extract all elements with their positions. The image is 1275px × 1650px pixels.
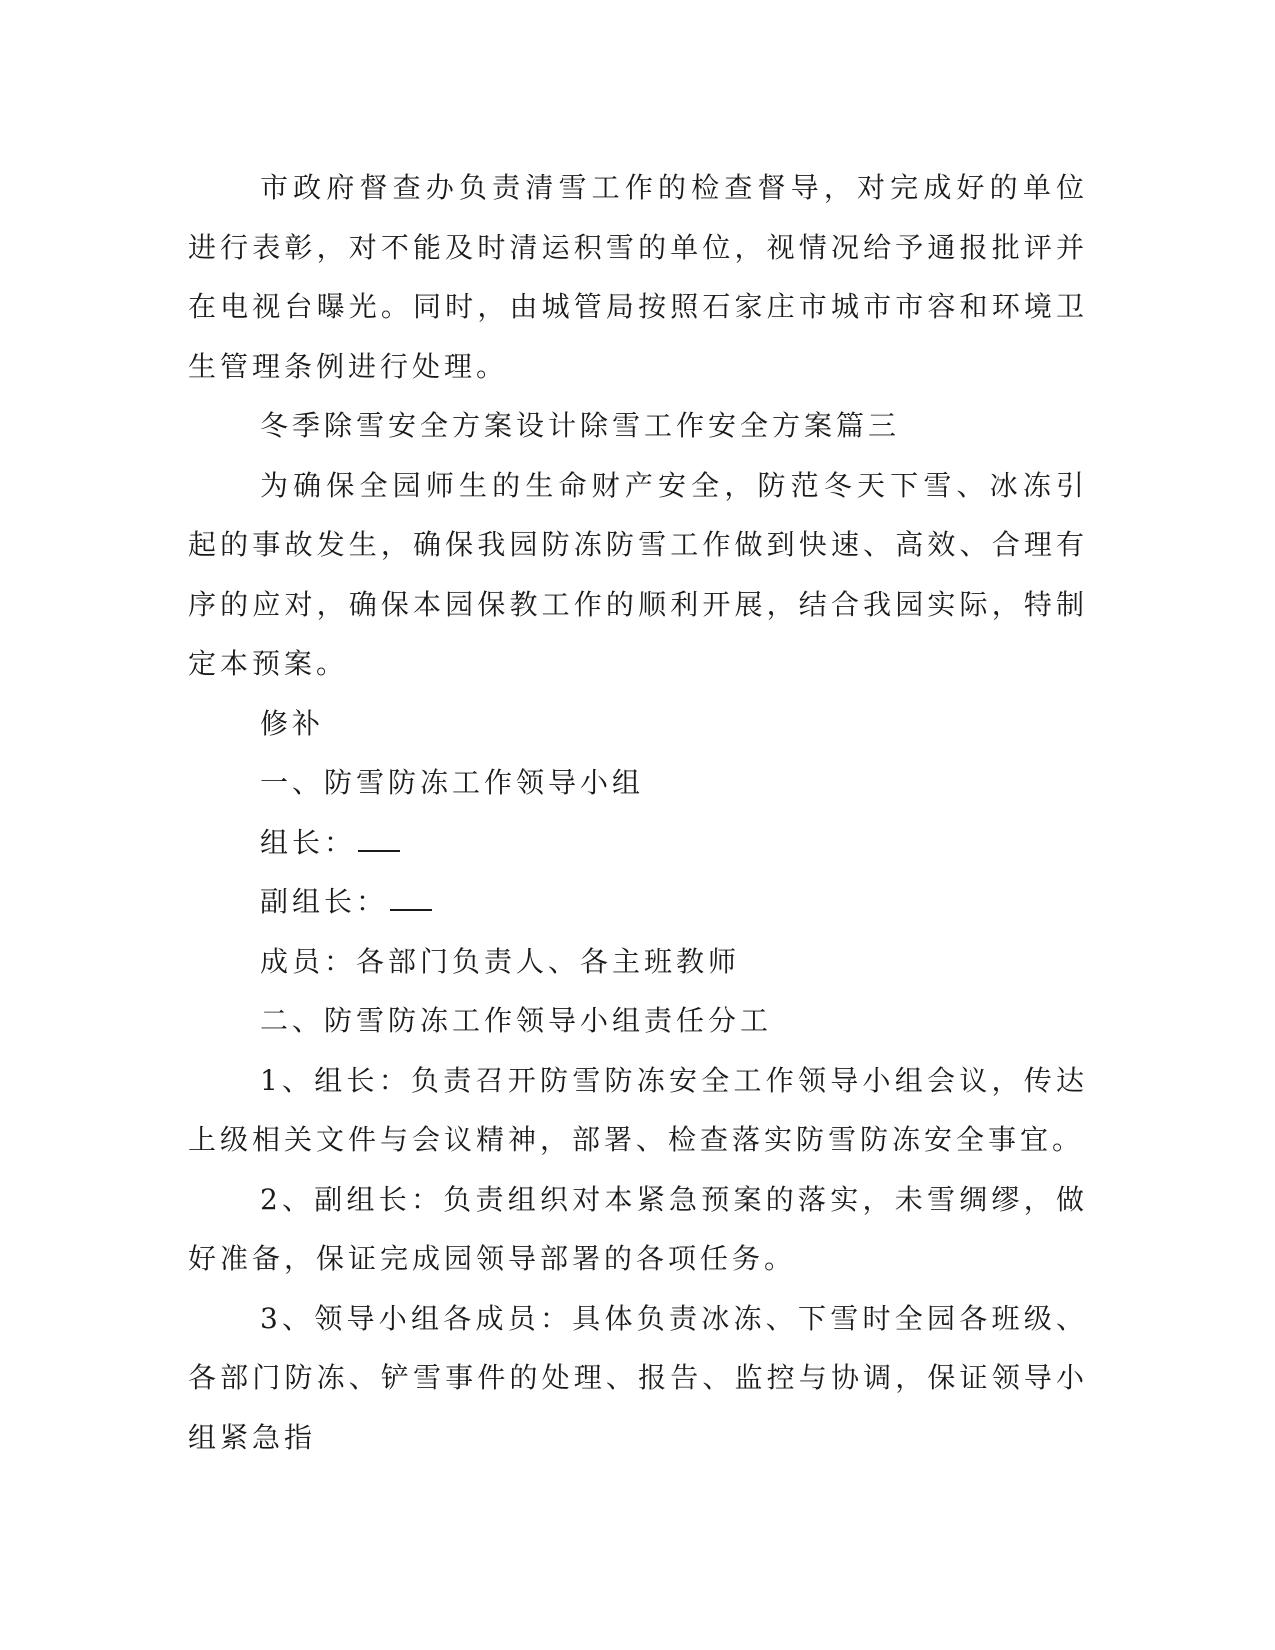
group-leader-blank xyxy=(358,826,400,852)
heading-leadership-group: 一、防雪防冻工作领导小组 xyxy=(260,766,645,799)
line-members: 成员：各部门负责人、各主班教师 xyxy=(260,944,741,978)
paragraph-purpose: 为确保全园师生的生命财产安全，防范冬天下雪、冰冻引起的事故发生，确保我园防冻防雪工作做到快速、高效、合理有序的应对，确保本园保教工作的顺利开展，结合我园实际，特制定本预案。 xyxy=(188,468,1088,680)
deputy-leader-label: 副组长： xyxy=(260,885,389,918)
paragraph-duty-members: 3、领导小组各成员：具体负责冰冻、下雪时全园各班级、各部门防冻、铲雪事件的处理、报告、监控与协调，保证领导小组紧急指 xyxy=(188,1301,1088,1454)
paragraph-repair: 修补 xyxy=(260,706,325,740)
paragraph-supervision: 市政府督查办负责清雪工作的检查督导，对完成好的单位进行表彰，对不能及时清运积雪的单位，视情况给予通报批评并在电视台曝光。同时，由城管局按照石家庄市城市市容和环境卫生管理条例进行处理。 xyxy=(188,171,1088,383)
paragraph-duty-leader: 1、组长：负责召开防雪防冻安全工作领导小组会议，传达上级相关文件与会议精神，部署、检查落实防雪防冻安全事宜。 xyxy=(188,1063,1088,1156)
deputy-leader-blank xyxy=(390,885,432,911)
heading-responsibilities: 二、防雪防冻工作领导小组责任分工 xyxy=(260,1004,773,1037)
section-heading-plan-three: 冬季除雪安全方案设计除雪工作安全方案篇三 xyxy=(260,409,901,442)
line-deputy-leader xyxy=(188,872,1088,932)
line-group-leader xyxy=(188,813,1088,873)
group-leader-label: 组长： xyxy=(260,825,357,859)
paragraph-duty-deputy: 2、副组长：负责组织对本紧急预案的落实，未雪绸缪，做好准备，保证完成园领导部署的各项任务。 xyxy=(188,1182,1088,1275)
document-body xyxy=(188,158,1088,1467)
